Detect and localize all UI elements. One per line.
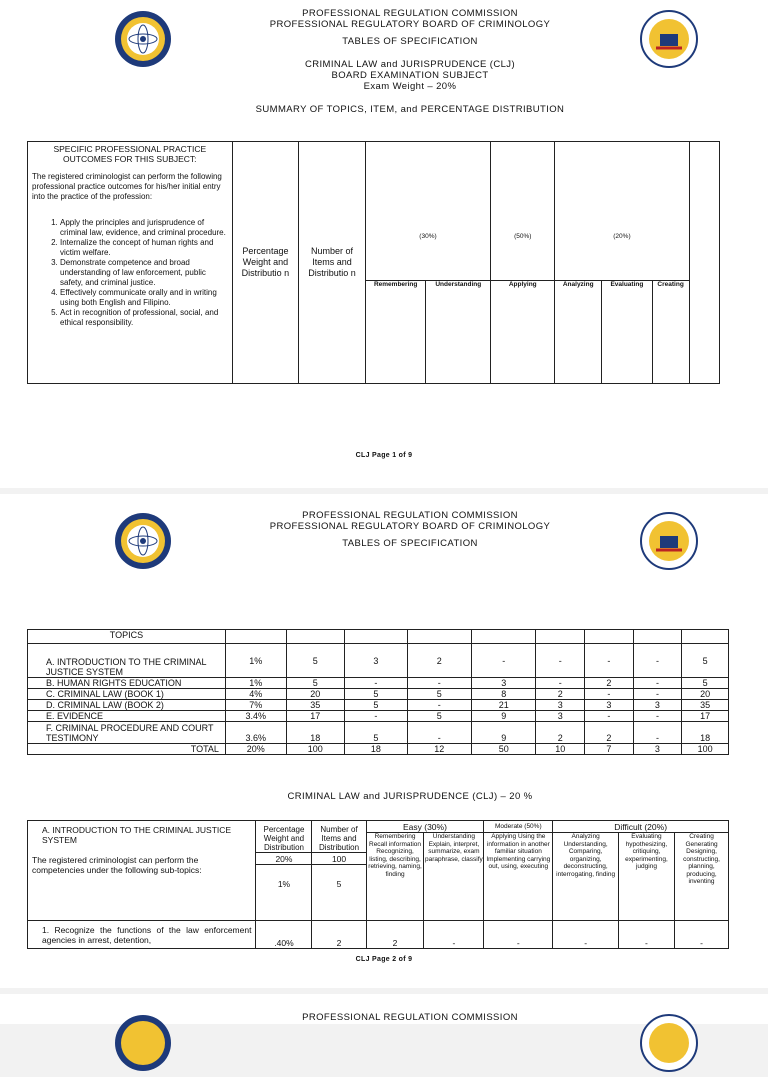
clj-title: CRIMINAL LAW and JURISPRUDENCE (CLJ) – 20 % (287, 791, 533, 802)
cell: 35 (682, 700, 729, 711)
cell: 5 (407, 711, 471, 722)
outcome-item: 2. Internalize the concept of human rights and victim welfare. (60, 238, 228, 258)
cell: - (536, 644, 585, 678)
cell: 1% (225, 644, 286, 678)
cell: 3 (585, 700, 634, 711)
cell: 4% (225, 689, 286, 700)
cell: 50 (472, 744, 536, 755)
moderate-header: Moderate (50%) (484, 821, 553, 833)
cell: 18 (682, 722, 729, 744)
topics-table (27, 629, 729, 755)
cell: .40% (256, 921, 312, 949)
topic-name: F. CRIMINAL PROCEDURE AND COURT TESTIMONY (28, 722, 226, 744)
cell: - (536, 678, 585, 689)
cell: 2 (585, 678, 634, 689)
cell: 3 (472, 678, 536, 689)
total-label: TOTAL (28, 744, 226, 755)
level-desc-understanding: Understanding Explain, interpret, summarize, exam paraphrase, classify (424, 833, 484, 921)
header-line2: PROFESSIONAL REGULATORY BOARD OF CRIMINOLOGY (269, 521, 551, 532)
cell: 20% (225, 744, 286, 755)
outcome-item: 4. Effectively communicate orally and in writing using both English and Filipino. (60, 288, 228, 308)
cell: - (472, 644, 536, 678)
header-summary: SUMMARY OF TOPICS, ITEM, and PERCENTAGE DISTRIBUTION (255, 104, 565, 115)
table-row (28, 921, 729, 949)
difficult-header: Difficult (20%) (553, 821, 729, 833)
cell: 17 (682, 711, 729, 722)
level-analyzing: Analyzing (555, 281, 602, 384)
cell: 3 (633, 700, 682, 711)
topic-name: B. HUMAN RIGHTS EDUCATION (28, 678, 226, 689)
cell: - (633, 722, 682, 744)
cell: 2 (366, 921, 424, 949)
cell: 18 (286, 722, 345, 744)
outcomes-list (32, 218, 228, 328)
level-creating: Creating (652, 281, 689, 384)
page2-header (200, 510, 620, 549)
cell: 5 (682, 644, 729, 678)
criminology-board-seal-icon (640, 10, 698, 68)
cell: - (553, 921, 619, 949)
cell: 5 (682, 678, 729, 689)
cell: 7% (225, 700, 286, 711)
topic-name: A. INTRODUCTION TO THE CRIMINAL JUSTICE SYSTEM (28, 644, 226, 678)
cell: - (407, 678, 471, 689)
cell: 5 (286, 678, 345, 689)
cell: - (633, 644, 682, 678)
topic-name: D. CRIMINAL LAW (BOOK 2) (28, 700, 226, 711)
cell: 1% (225, 678, 286, 689)
cell: 18 (345, 744, 407, 755)
cell: - (585, 689, 634, 700)
level-evaluating: Evaluating (602, 281, 653, 384)
cell: - (345, 678, 407, 689)
cell: - (633, 711, 682, 722)
header-line1: PROFESSIONAL REGULATION COMMISSION (302, 510, 518, 521)
section-cell (28, 821, 256, 921)
cell: 3 (633, 744, 682, 755)
page2-footer: CLJ Page 2 of 9 (355, 956, 413, 963)
topics-header: TOPICS (28, 630, 226, 644)
cell: 5 (286, 644, 345, 678)
table-row (28, 700, 729, 711)
cell: - (345, 711, 407, 722)
page1-footer: CLJ Page 1 of 9 (355, 452, 413, 459)
outcomes-cell (28, 142, 233, 384)
pct-weight-header: Percentage Weight and Distribution (256, 821, 312, 853)
section-intro: The registered criminologist can perform the competencies under the following sub-topics: (32, 855, 202, 875)
level-desc-applying: Applying Using the information in another familiar situation Implementing carrying out, using, executing (484, 833, 553, 921)
level-understanding: Understanding (426, 281, 491, 384)
table-row (28, 689, 729, 700)
cell: - (407, 722, 471, 744)
pct30-header: (30%) (365, 142, 490, 281)
pct20-header: (20%) (555, 142, 689, 281)
level-remembering: Remembering (365, 281, 426, 384)
competency-table (27, 820, 729, 949)
items-header: Number of Items and Distribution (312, 821, 366, 853)
blank-col (689, 142, 719, 384)
header-subject: CRIMINAL LAW and JURISPRUDENCE (CLJ) (304, 59, 516, 70)
outcome-item: 1. Apply the principles and jurisprudence of criminal law, evidence, and criminal procedure. (60, 218, 228, 238)
cell: 2 (407, 644, 471, 678)
cell: 2 (312, 921, 366, 949)
pct-total: 20% (256, 853, 312, 865)
criminology-board-seal-icon (640, 512, 698, 570)
header-line3: TABLES OF SPECIFICATION (342, 538, 478, 549)
pct-a: 1% (256, 865, 312, 921)
cell: 3 (536, 711, 585, 722)
level-desc-creating: Creating Generating Designing, constructing, planning, producing, inventing (675, 833, 729, 921)
outcome-item: 3. Demonstrate competence and broad understanding of law enforcement, public safety, and criminal justice. (60, 258, 228, 288)
topic-name: C. CRIMINAL LAW (BOOK 1) (28, 689, 226, 700)
cell: 10 (536, 744, 585, 755)
header-line1: PROFESSIONAL REGULATION COMMISSION (302, 8, 518, 19)
page-2 (0, 494, 768, 988)
outcomes-title: SPECIFIC PROFESSIONAL PRACTICE OUTCOMES FOR THIS SUBJECT: (53, 144, 207, 164)
cell: 2 (585, 722, 634, 744)
cell: - (585, 644, 634, 678)
cell: - (618, 921, 674, 949)
total-row (28, 744, 729, 755)
header-line3: TABLES OF SPECIFICATION (342, 36, 478, 47)
header-line2: PROFESSIONAL REGULATORY BOARD OF CRIMINOLOGY (269, 19, 551, 30)
cell: 20 (286, 689, 345, 700)
items-a: 5 (312, 865, 366, 921)
cell: 5 (345, 722, 407, 744)
cell: 100 (286, 744, 345, 755)
cell: 2 (536, 722, 585, 744)
cell: - (424, 921, 484, 949)
page3-header: PROFESSIONAL REGULATION COMMISSION (302, 1012, 518, 1023)
cell: - (633, 689, 682, 700)
cell: 3 (536, 700, 585, 711)
cell: 5 (345, 700, 407, 711)
topic-name: E. EVIDENCE (28, 711, 226, 722)
cell: 17 (286, 711, 345, 722)
cell: 3 (345, 644, 407, 678)
cell: 21 (472, 700, 536, 711)
level-desc-remembering: Remembering Recall information Recognizing, listing, describing, retrieving, naming, finding (366, 833, 424, 921)
competency-text: 1. Recognize the functions of the law enforcement agencies in arrest, detention, (28, 921, 256, 949)
cell: - (585, 711, 634, 722)
cell: 100 (682, 744, 729, 755)
items-header: Number of Items and Distributio n (299, 142, 366, 384)
outcome-item: 5. Act in recognition of professional, social, and ethical responsibility. (60, 308, 228, 328)
table-row (28, 722, 729, 744)
cell: 9 (472, 722, 536, 744)
page-3 (0, 994, 768, 1024)
cell: - (675, 921, 729, 949)
pct-weight-header: Percentage Weight and Distributio n (232, 142, 299, 384)
outcomes-table (27, 141, 720, 384)
cell: 9 (472, 711, 536, 722)
table-row (28, 644, 729, 678)
header-board: BOARD EXAMINATION SUBJECT (331, 70, 489, 81)
cell: - (633, 678, 682, 689)
level-desc-analyzing: Analyzing Understanding, Comparing, organizing, deconstructing, interrogating, finding (553, 833, 619, 921)
cell: 2 (536, 689, 585, 700)
cell: 12 (407, 744, 471, 755)
outcomes-intro: The registered criminologist can perform the following professional practice outcomes for his/her initial entry into the practice of the profession: (32, 172, 222, 201)
header-weight: Exam Weight – 20% (363, 81, 457, 92)
cell: - (484, 921, 553, 949)
easy-header: Easy (30%) (366, 821, 484, 833)
page-1 (0, 0, 768, 488)
cell: 5 (407, 689, 471, 700)
prc-seal-icon (114, 1014, 172, 1072)
table-row (28, 711, 729, 722)
level-applying: Applying (491, 281, 555, 384)
criminology-board-seal-icon (640, 1014, 698, 1072)
cell: 35 (286, 700, 345, 711)
prc-seal-icon (114, 512, 172, 570)
cell: 8 (472, 689, 536, 700)
page1-header (200, 8, 620, 115)
cell: 3.6% (225, 722, 286, 744)
cell: - (407, 700, 471, 711)
cell: 20 (682, 689, 729, 700)
table-row (28, 678, 729, 689)
cell: 3.4% (225, 711, 286, 722)
pct50-header: (50%) (491, 142, 555, 281)
items-total: 100 (312, 853, 366, 865)
level-desc-evaluating: Evaluating hypothesizing, critiquing, experimenting, judging (618, 833, 674, 921)
prc-seal-icon (114, 10, 172, 68)
section-a-title: A. INTRODUCTION TO THE CRIMINAL JUSTICE SYSTEM (42, 825, 232, 845)
cell: 5 (345, 689, 407, 700)
cell: 7 (585, 744, 634, 755)
